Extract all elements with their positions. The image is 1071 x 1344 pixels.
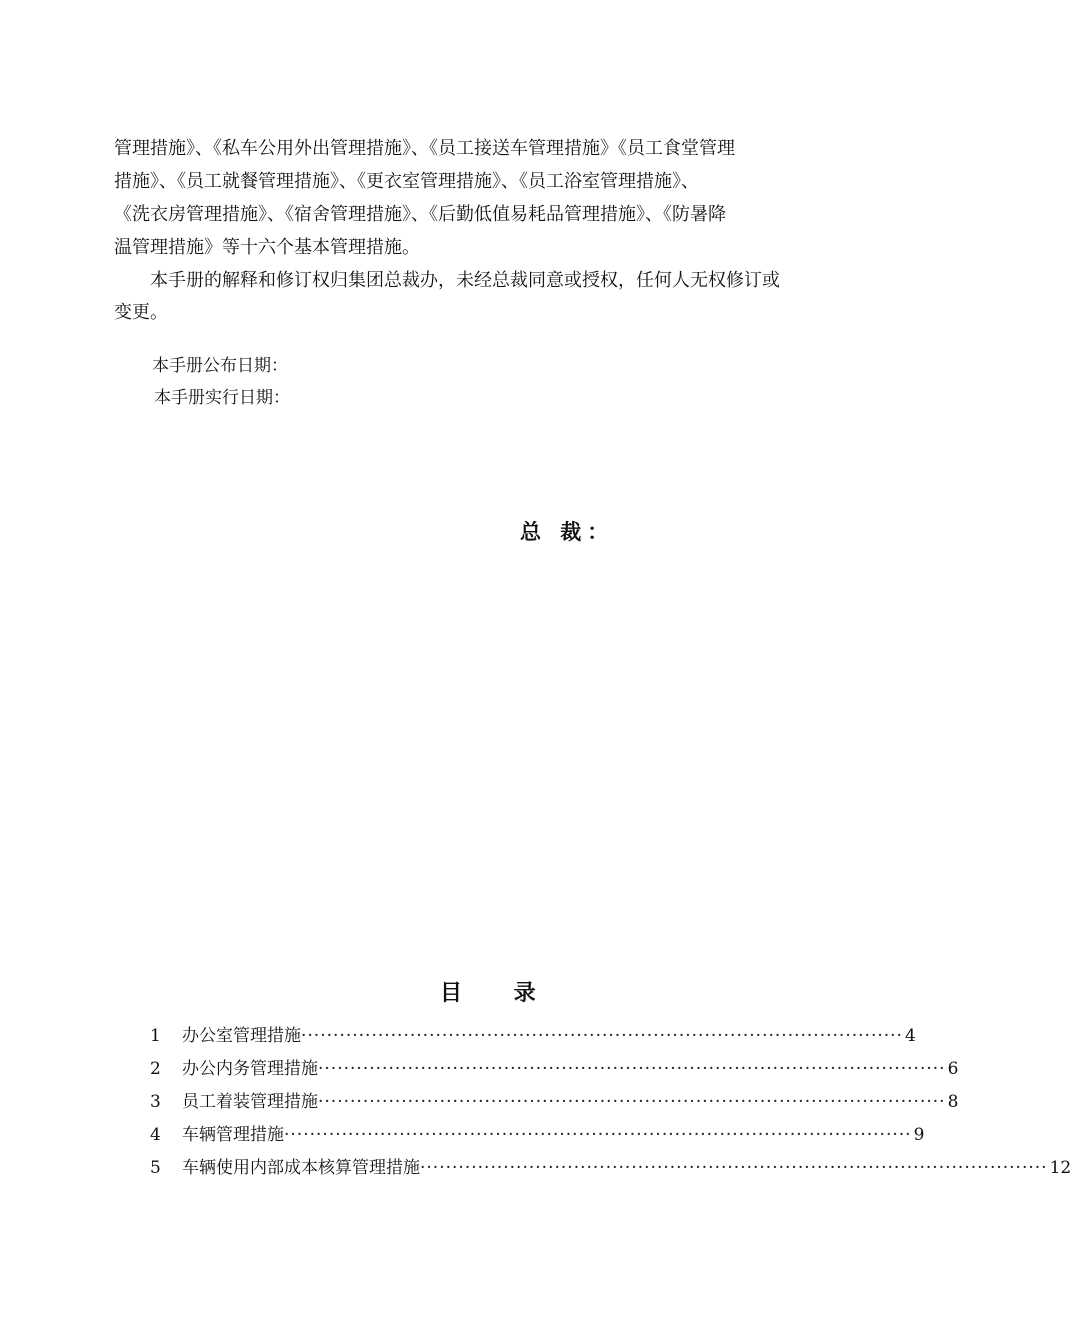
president-signature-label: 总 裁： — [520, 520, 615, 544]
body-line: 管理措施》、《私车公用外出管理措施》、《员工接送车管理措施》《员工食堂管理 — [114, 138, 735, 159]
toc-leader-dots: ·································································································· — [318, 1059, 946, 1079]
body-line: 《洗衣房管理措施》、《宿舍管理措施》、《后勤低值易耗品管理措施》、《防暑降 — [114, 204, 726, 225]
toc-item-label: 员工着装管理措施 — [182, 1092, 318, 1112]
toc-item[interactable] — [150, 1024, 916, 1048]
toc-item-label: 办公内务管理措施 — [182, 1059, 318, 1079]
toc-item[interactable] — [150, 1090, 959, 1114]
body-line: 措施》、《员工就餐管理措施》、《更衣室管理措施》、《员工浴室管理措施》、 — [114, 171, 699, 192]
toc-leader-dots: ·································································································· — [284, 1125, 912, 1145]
body-line: 温管理措施》等十六个基本管理措施。 — [114, 237, 420, 258]
toc-item-page: 8 — [947, 1092, 959, 1112]
toc-item-number: 4 — [150, 1125, 161, 1145]
toc-item-number: 2 — [150, 1059, 161, 1079]
toc-item-label: 车辆管理措施 — [182, 1125, 284, 1145]
toc-item[interactable] — [150, 1057, 959, 1081]
body-line: 本手册的解释和修订权归集团总裁办，未经总裁同意或授权，任何人无权修订或 — [114, 270, 780, 291]
toc-item-page: 6 — [947, 1059, 959, 1079]
body-line: 变更。 — [114, 302, 168, 323]
toc-item-page: 4 — [904, 1026, 916, 1046]
toc-title: 目 录 — [440, 981, 558, 1006]
toc-item-number: 3 — [150, 1092, 161, 1112]
toc-item[interactable] — [150, 1156, 1071, 1180]
toc-leader-dots: ·································································································· — [420, 1158, 1048, 1178]
toc-item-number: 5 — [150, 1158, 161, 1178]
toc-leader-dots: ······························································································ — [301, 1026, 903, 1046]
publish-date-label: 本手册公布日期： — [152, 356, 288, 376]
toc-item[interactable] — [150, 1123, 925, 1147]
effective-date-label: 本手册实行日期： — [154, 388, 290, 408]
toc-item-label: 车辆使用内部成本核算管理措施 — [182, 1158, 420, 1178]
toc-item-number: 1 — [150, 1026, 161, 1046]
toc-leader-dots: ·································································································· — [318, 1092, 946, 1112]
toc-item-page: 9 — [913, 1125, 925, 1145]
toc-item-page: 12 — [1049, 1158, 1071, 1178]
toc-item-label: 办公室管理措施 — [182, 1026, 301, 1046]
